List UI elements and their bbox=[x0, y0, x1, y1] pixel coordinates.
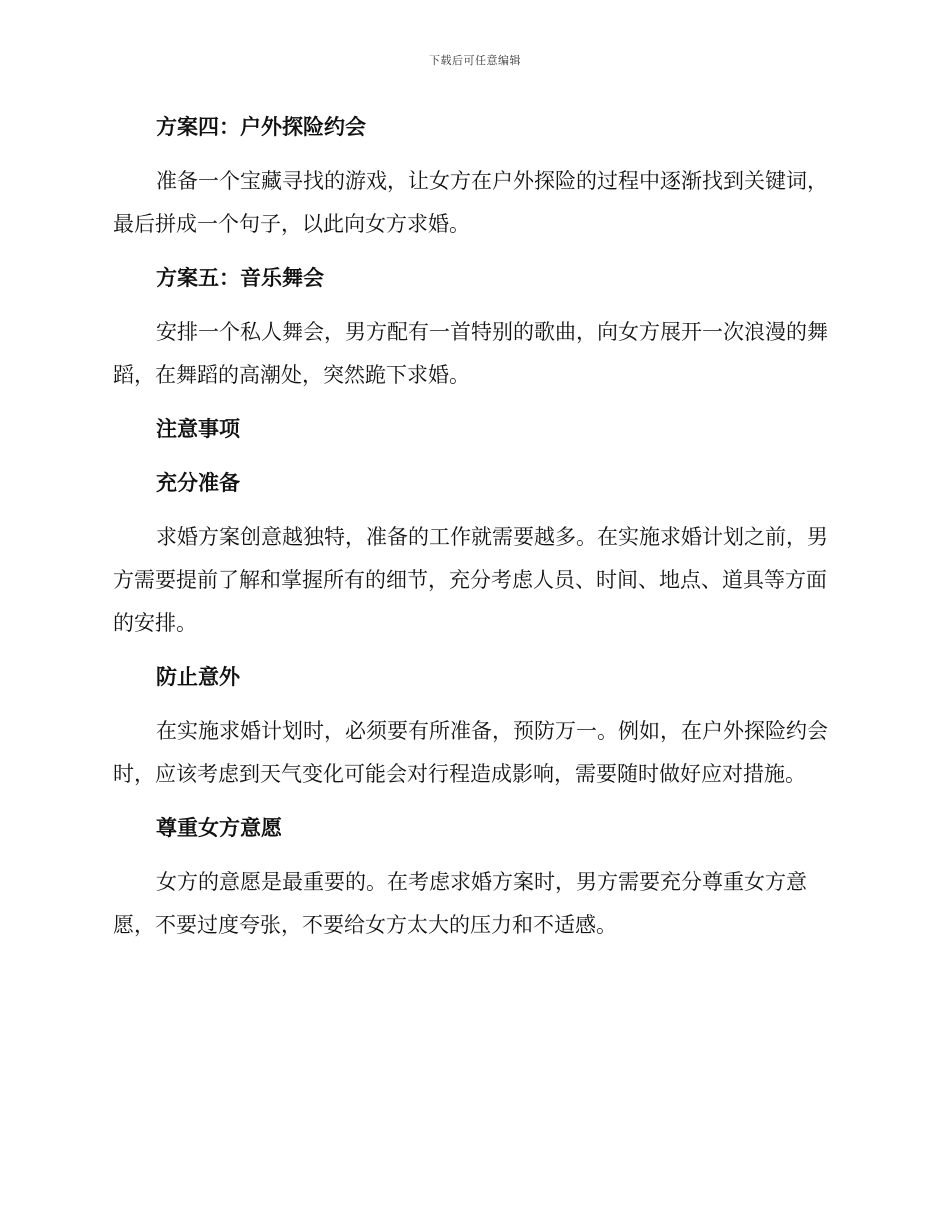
document-body bbox=[113, 106, 831, 958]
paragraph-plan-five: 安排一个私人舞会，男方配有一首特别的歌曲，向女方展开一次浪漫的舞蹈，在舞蹈的高潮处，突然跪下求婚。 bbox=[113, 320, 828, 387]
paragraph-respect: 女方的意愿是最重要的。在考虑求婚方案时，男方需要充分尊重女方意愿，不要过度夸张，不要给女方太大的压力和不适感。 bbox=[113, 870, 807, 937]
paragraph-plan-four: 准备一个宝藏寻找的游戏，让女方在户外探险的过程中逐渐找到关键词，最后拼成一个句子，以此向女方求婚。 bbox=[113, 169, 828, 236]
page-header-note: 下载后可任意编辑 bbox=[429, 54, 521, 67]
section-heading-accidents: 防止意外 bbox=[156, 665, 240, 689]
section-heading-notes: 注意事项 bbox=[156, 417, 240, 441]
paragraph-preparation: 求婚方案创意越独特，准备的工作就需要越多。在实施求婚计划之前，男方需要提前了解和掌握所有的细节，充分考虑人员、时间、地点、道具等方面的安排。 bbox=[113, 525, 828, 635]
section-heading-respect: 尊重女方意愿 bbox=[156, 816, 282, 840]
section-heading-preparation: 充分准备 bbox=[156, 471, 240, 495]
section-heading-plan-four: 方案四：户外探险约会 bbox=[156, 115, 366, 139]
paragraph-accidents: 在实施求婚计划时，必须要有所准备，预防万一。例如，在户外探险约会时，应该考虑到天气变化可能会对行程造成影响，需要随时做好应对措施。 bbox=[113, 719, 828, 786]
section-heading-plan-five: 方案五：音乐舞会 bbox=[156, 266, 324, 290]
